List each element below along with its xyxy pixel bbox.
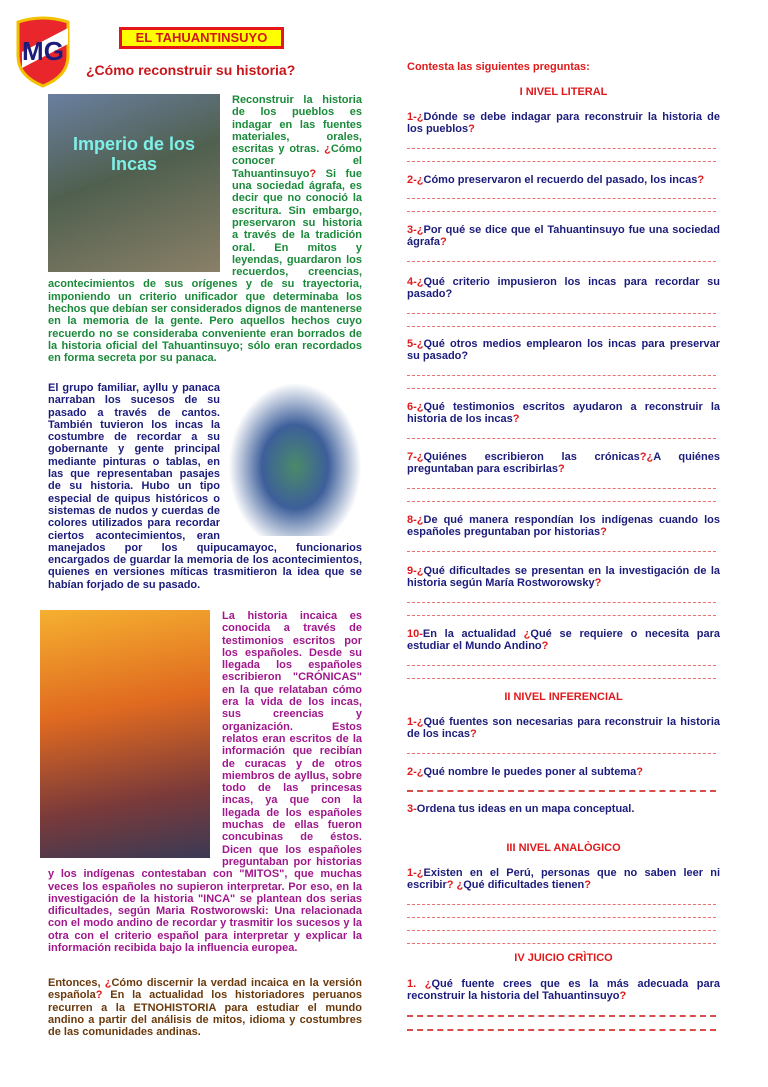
- answer-line[interactable]: [407, 301, 716, 314]
- highlight-mark: ¿: [324, 143, 331, 156]
- question: [407, 628, 720, 679]
- highlight-mark: ¿: [104, 977, 112, 989]
- instructions: Contesta las siguientes preguntas:: [407, 61, 590, 73]
- answer-line[interactable]: [407, 199, 716, 212]
- section-heading: IV JUICIO CRÌTICO: [514, 952, 613, 964]
- highlight-mark: ?: [512, 413, 520, 426]
- highlight-mark: ?: [468, 123, 475, 136]
- text-segment: En la actualidad: [422, 628, 524, 640]
- logo-text: MG: [22, 36, 64, 66]
- highlight-mark: ? ¿: [446, 879, 464, 892]
- text-segment: Entonces,: [48, 977, 105, 989]
- highlight-mark: 1-¿: [407, 111, 424, 123]
- question: [407, 401, 720, 439]
- highlight-mark: 10-: [407, 628, 423, 640]
- section-heading: III NIVEL ANALÒGICO: [506, 842, 621, 854]
- highlight-mark: ?: [600, 526, 607, 539]
- answer-line[interactable]: [407, 653, 716, 666]
- highlight-mark: ?: [636, 766, 643, 778]
- highlight-mark: ?: [309, 167, 317, 180]
- question: [407, 565, 720, 616]
- answer-line[interactable]: [407, 666, 716, 679]
- answer-line[interactable]: [407, 426, 716, 439]
- text-segment: Qué fuente crees que es la más adecuada para reconstruir la historia del Tahuantinsuyo: [407, 978, 720, 1003]
- highlight-mark: ?: [95, 989, 103, 1002]
- imperio-incas-image: Imperio de los Incas: [48, 94, 220, 272]
- text-segment: Quiénes escribieron las crónicas: [423, 451, 640, 463]
- highlight-mark: ?: [558, 463, 565, 476]
- question: [407, 867, 720, 944]
- highlight-mark: 3-¿: [407, 224, 424, 236]
- highlight-mark: 2-¿: [407, 766, 424, 778]
- answer-line[interactable]: [407, 539, 716, 552]
- paragraph-1: [48, 94, 362, 365]
- text-segment: De qué manera respondían los indígenas cuando los españoles preguntaban por historias: [407, 514, 720, 539]
- question: [407, 716, 720, 754]
- text-segment: Qué dificultades tienen: [463, 879, 585, 892]
- question: [407, 276, 720, 327]
- highlight-mark: 5-¿: [407, 338, 424, 350]
- question: [407, 514, 720, 552]
- question: [407, 224, 720, 262]
- answer-line[interactable]: [407, 376, 716, 389]
- highlight-mark: 4-¿: [407, 276, 424, 288]
- answer-line[interactable]: [407, 918, 716, 931]
- text-segment: Por qué se dice que el Tahuantinsuyo fue una sociedad ágrafa: [407, 224, 720, 249]
- answer-line[interactable]: [407, 363, 716, 376]
- answer-line[interactable]: [407, 136, 716, 149]
- question: [407, 803, 720, 815]
- quipucamayoc-image: [228, 382, 362, 536]
- highlight-mark: 2-¿: [407, 174, 424, 186]
- answer-line[interactable]: [407, 931, 716, 944]
- answer-line[interactable]: [407, 905, 716, 918]
- answer-line[interactable]: [407, 590, 716, 603]
- highlight-mark: 1. ¿: [407, 978, 432, 990]
- text-segment: Reconstruir la historia de los pueblos es indagar en las fuentes materiales, orales, escritas y otras.: [232, 94, 362, 156]
- answer-line[interactable]: [407, 186, 716, 199]
- highlight-mark: ?: [541, 640, 549, 653]
- text-segment: En la actualidad los historiadores peruanos recurren a la ETNOHISTORIA para estudiar el mundo andino a partir del análisis de mitos, idioma y costumbres de las comunidades andinas.: [48, 989, 362, 1039]
- text-segment: Qué nombre le puedes poner al subtema: [423, 766, 637, 778]
- paragraph-4: [48, 977, 362, 1038]
- text-segment: Dónde se debe indagar para reconstruir la historia de los pueblos: [407, 111, 720, 136]
- text-segment: Cómo preservaron el recuerdo del pasado, los incas: [423, 174, 698, 186]
- section-heading: II NIVEL INFERENCIAL: [504, 691, 623, 703]
- answer-line[interactable]: [407, 314, 716, 327]
- highlight-mark: ¿: [523, 628, 531, 640]
- answer-line[interactable]: [407, 489, 716, 502]
- text-segment: Cómo conocer el Tahuantinsuyo: [232, 143, 362, 180]
- answer-line[interactable]: [407, 603, 716, 616]
- section-heading: I NIVEL LITERAL: [519, 86, 608, 98]
- text-segment: Qué fuentes son necesarias para reconstruir la historia de los incas: [407, 716, 720, 741]
- answer-line[interactable]: [407, 249, 716, 262]
- highlight-mark: ?: [440, 236, 447, 249]
- text-segment: Qué testimonios escritos ayudaron a reconstruir la historia de los incas: [407, 401, 720, 426]
- highlight-mark: ?: [619, 990, 627, 1003]
- paragraph-3: [48, 610, 362, 954]
- text-segment: El grupo familiar, ayllu y panaca narraban los sucesos de su pasado a través de cantos. También tuvieron los incas la costumbre de recordar a su gobernante y gente principal mediante pinturas o tablas, en las que representaban pasajes de su historia. Hubo un tipo especial de quipus históricos o sistemas de nudos y cuerdas de colores utilizados para recordar ciertos acontecimientos, eran manejados por los quipucamayoc, funcionarios encargados de guardar la memoria de los acontecimientos, quienes en versiones míticas trasmitieron la idea que se habían forjado de su pasado.: [48, 382, 362, 591]
- text-segment: Cómo discernir la verdad incaica en la versión española: [48, 977, 362, 1002]
- highlight-mark: 7-¿: [407, 451, 424, 463]
- answer-line[interactable]: [407, 149, 716, 162]
- paragraph-2: [48, 382, 362, 591]
- text-segment: Existen en el Perú, personas que no saben leer ni escribir: [407, 867, 720, 892]
- text-segment: Si fue una sociedad ágrafa, es decir que no conoció la escritura. Sin embargo, preservaron su historia a través de la tradición oral. En mitos y leyendas, guardaron los recuerdos, creencias, acontecimientos de sus orígenes y de su trayectoria, imponiendo un criterio unificador que determinaba los hechos que debían ser considerados dignos de mantenerse en la memoria de la gente. Pero aquellos hechos cuyo recuerdo no se consideraba conveniente eran borrados de la historia oficial del Tahuantinsuyo; sólo eran recordados en forma secreta por su panaca.: [48, 167, 362, 365]
- text-segment: A quiénes preguntaban para escribirlas: [407, 451, 720, 476]
- highlight-mark: 1-¿: [407, 716, 424, 728]
- highlight-mark: ?: [584, 879, 592, 892]
- question: [407, 338, 720, 389]
- question: [407, 766, 720, 792]
- highlight-mark: ?: [594, 577, 602, 590]
- answer-line[interactable]: [407, 1003, 716, 1017]
- answer-line[interactable]: [407, 892, 716, 905]
- text-segment: Qué se requiere o necesita para estudiar el Mundo Andino: [407, 628, 720, 653]
- highlight-mark: 9-¿: [407, 565, 424, 577]
- page-subtitle: ¿Cómo reconstruir su historia?: [86, 62, 296, 78]
- highlight-mark: 8-¿: [407, 514, 424, 526]
- school-logo-icon: [14, 16, 72, 88]
- text-segment: La historia incaica es conocida a través de testimonios escritos por los españoles. Desde su llegada los españoles escribieron "CRÓNICAS" en la que relataban cómo era la vida de los incas, sus creencias y organización. Estos relatos eran escritos de la información que recibían de curacas y de otros miembros de ayllus, sobre todo de las princesas incas, ya que con la llegada de los españoles muchas de ellas fueron concubinas de éstos. Dicen que los españoles preguntaban por historias y los indígenas contestaban con "MITOS", que muchas veces los españoles no supieron interpretar. Por eso, en la investigación de la historia "INCA" se plantean dos serias dificultades, según Maria Rostworowski: Una relacionada con el modo andino de recordar y trasmitir los sucesos y la otra con el criterio español para interpretar y explicar la información recibida bajo la influencia europea.: [48, 610, 362, 955]
- question: [407, 451, 720, 502]
- highlight-mark: 3-: [407, 803, 417, 815]
- text-segment: Ordena tus ideas en un mapa conceptual.: [416, 803, 635, 815]
- text-segment: Qué dificultades se presentan en la investigación de la historia según María Rostworowsky: [407, 565, 720, 590]
- question: [407, 978, 720, 1031]
- inca-battle-image: [40, 610, 210, 858]
- answer-line[interactable]: [407, 1017, 716, 1031]
- document-title: EL TAHUANTINSUYO: [119, 27, 284, 49]
- text-segment: Qué criterio impusieron los incas para recordar su pasado?: [407, 276, 720, 301]
- answer-line[interactable]: [407, 741, 716, 754]
- answer-line[interactable]: [407, 476, 716, 489]
- highlight-mark: ?¿: [639, 451, 654, 463]
- highlight-mark: ?: [697, 174, 705, 186]
- answer-line[interactable]: [407, 778, 716, 792]
- highlight-mark: ?: [469, 728, 477, 741]
- highlight-mark: 1-¿: [407, 867, 424, 879]
- text-segment: Qué otros medios emplearon los incas para preservar su pasado?: [407, 338, 720, 363]
- question: [407, 174, 720, 212]
- question: [407, 111, 720, 162]
- highlight-mark: 6-¿: [407, 401, 424, 413]
